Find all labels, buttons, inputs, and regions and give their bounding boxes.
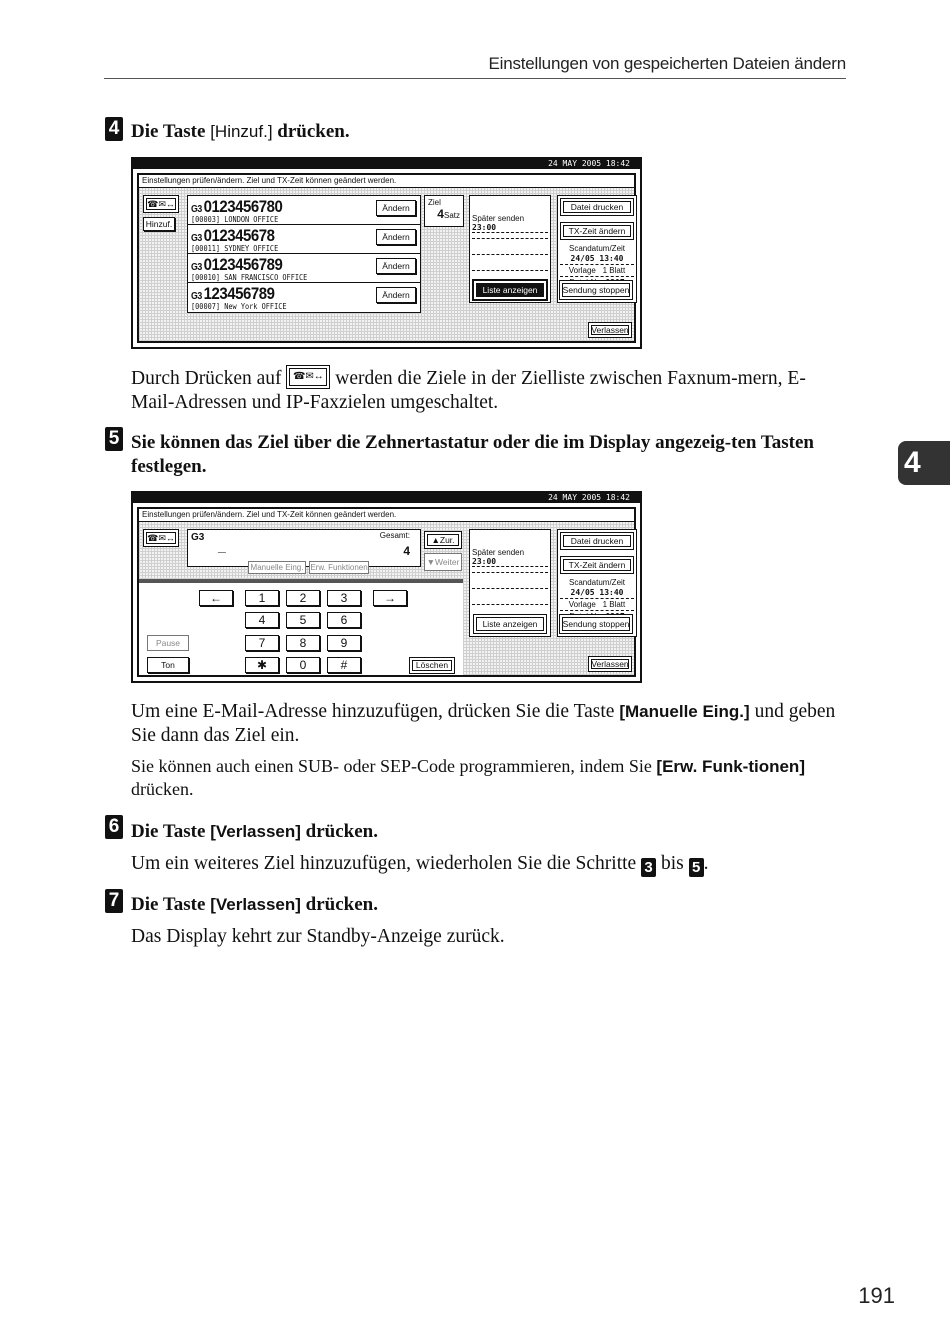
step-6-marker: 6 — [105, 815, 123, 839]
key-2[interactable]: 2 — [286, 590, 320, 606]
key-6[interactable]: 6 — [327, 612, 361, 628]
print-file-button[interactable]: Datei drucken — [560, 532, 634, 550]
destination-name: [00003] LONDON OFFICE — [191, 215, 279, 224]
mode-toggle-button[interactable]: ☎✉↔ — [143, 529, 179, 547]
exit-key-ref: [Verlassen] — [210, 895, 301, 914]
chapter-tab: 4 — [898, 441, 950, 485]
destination-name: [00011] SYDNEY OFFICE — [191, 244, 279, 253]
show-list-button[interactable]: Liste anzeigen — [473, 614, 547, 634]
screen-1-message: Einstellungen prüfen/ändern. Ziel und TX-Zeit können geändert werden. — [139, 175, 634, 188]
g3-fax-icon: G3 — [191, 291, 202, 302]
key-star[interactable]: ✱ — [245, 657, 279, 673]
dashed-separator — [472, 572, 548, 573]
exit-key-ref: [Verlassen] — [210, 822, 301, 841]
key-0[interactable]: 0 — [286, 657, 320, 673]
step-7-marker: 7 — [105, 889, 123, 913]
mode-toggle-button[interactable]: ☎✉↔ — [143, 195, 179, 213]
step-4-note: Durch Drücken auf ☎✉↔ werden die Ziele in der Zielliste zwischen Faxnum-mern, E-Mail-Adressen und IP-Faxzielen umgeschaltet. — [131, 365, 847, 415]
fax-display-screen-1 — [131, 157, 642, 349]
screen-1-datetime: 24 MAY 2005 18:42 — [133, 159, 640, 169]
step-6-note: Um ein weiteres Ziel hinzuzufügen, wiederholen Sie die Schritte 3 bis 5 . — [131, 853, 709, 876]
g3-fax-icon: G3 — [191, 262, 202, 273]
pause-button[interactable]: Pause — [147, 635, 189, 651]
g3-fax-icon: G3 — [191, 532, 205, 543]
destination-number: G3 0123456780 — [191, 197, 283, 216]
screen-1-panel — [137, 173, 636, 343]
later-send-line: Später senden 23:00 — [472, 548, 548, 567]
key-7[interactable]: 7 — [245, 635, 279, 651]
destination-number: G3 123456789 — [191, 284, 275, 303]
step-7-note: Das Display kehrt zur Standby-Anzeige zurück. — [131, 926, 505, 947]
original-line: Vorlage 1 Blatt — [560, 600, 634, 611]
dashed-separator — [472, 270, 548, 271]
screen-2-datetime: 24 MAY 2005 18:42 — [133, 493, 640, 503]
stop-sending-button[interactable]: Sendung stoppen — [559, 280, 633, 300]
later-time: 23:00 — [472, 557, 497, 566]
scan-date-value: 24/05 13:40 — [560, 588, 634, 599]
key-4[interactable]: 4 — [245, 612, 279, 628]
step-4-marker: 4 — [105, 117, 123, 141]
dashed-separator — [472, 254, 548, 255]
step-ref-3: 3 — [641, 858, 656, 877]
running-header: Einstellungen von gespeicherten Dateien ändern — [488, 54, 846, 73]
screen-2-panel — [137, 507, 636, 677]
destination-row — [188, 225, 420, 254]
destination-row — [188, 196, 420, 225]
hinzuf-button[interactable]: Hinzuf. — [143, 217, 175, 231]
edit-destination-button[interactable]: Ändern — [376, 287, 416, 303]
tone-button[interactable]: Ton — [147, 657, 189, 673]
key-1[interactable]: 1 — [245, 590, 279, 606]
header-rule — [104, 78, 846, 79]
extended-functions-button[interactable]: Erw. Funktionen — [309, 561, 369, 574]
mode-toggle-icon: ☎✉↔ — [286, 365, 330, 389]
key-right[interactable]: → — [373, 590, 407, 606]
clear-button[interactable]: Löschen — [409, 657, 455, 674]
total-value: 4 — [403, 544, 410, 558]
keypad-area — [139, 579, 463, 675]
scan-date-value: 24/05 13:40 — [560, 254, 634, 265]
total-label: Gesamt: — [379, 531, 410, 540]
destination-number: G3 012345678 — [191, 226, 275, 245]
stop-sending-button[interactable]: Sendung stoppen — [559, 614, 633, 634]
key-3[interactable]: 3 — [327, 590, 361, 606]
key-5[interactable]: 5 — [286, 612, 320, 628]
screen-2-message: Einstellungen prüfen/ändern. Ziel und TX-Zeit können geändert werden. — [139, 509, 634, 522]
edit-destination-button[interactable]: Ändern — [376, 229, 416, 245]
key-8[interactable]: 8 — [286, 635, 320, 651]
later-time: 23:00 — [472, 223, 497, 232]
step-5-para-2: Sie können auch einen SUB- oder SEP-Code programmieren, indem Sie [Erw. Funk-tionen] drücken. — [131, 756, 805, 799]
change-tx-time-button[interactable]: TX-Zeit ändern — [560, 556, 634, 574]
scan-date-label: Scandatum/Zeit — [568, 244, 626, 253]
step-ref-5: 5 — [689, 858, 704, 877]
input-cursor: _ — [218, 538, 226, 554]
key-hash[interactable]: # — [327, 657, 361, 673]
destination-row — [188, 254, 420, 283]
step-5-title: Sie können das Ziel über die Zehnertastatur oder die im Display angezeig-ten Tasten festlegen. — [131, 432, 814, 477]
fax-display-screen-2 — [131, 491, 642, 683]
step-6-title: Die Taste [Verlassen] drücken. — [131, 821, 378, 842]
edit-destination-button[interactable]: Ändern — [376, 258, 416, 274]
ziel-label: Ziel — [428, 198, 441, 207]
next-button[interactable]: ▼Weiter — [424, 553, 462, 571]
tx-info-column — [469, 529, 551, 637]
later-send-line: Später senden 23:00 — [472, 214, 548, 233]
g3-fax-icon: G3 — [191, 204, 202, 215]
dashed-separator — [472, 604, 548, 605]
tx-info-column — [469, 195, 551, 303]
extended-functions-key-ref: [Erw. Funk-tionen] — [656, 757, 805, 776]
exit-button[interactable]: Verlassen — [588, 656, 632, 672]
destination-name: [00010] SAN FRANCISCO OFFICE — [191, 273, 308, 282]
destination-count-box — [424, 195, 464, 227]
destination-row — [188, 283, 420, 312]
page-number: 191 — [858, 1283, 895, 1308]
previous-button[interactable]: ▲Zur. — [424, 531, 462, 549]
destination-list — [187, 195, 421, 313]
hinzuf-key-ref: [Hinzuf.] — [210, 122, 273, 141]
original-line: Vorlage 1 Blatt — [560, 266, 634, 277]
destination-number: G3 0123456789 — [191, 255, 283, 274]
destination-name: [00007] New York OFFICE — [191, 302, 287, 311]
scan-date-label: Scandatum/Zeit — [568, 578, 626, 587]
key-left[interactable]: ← — [199, 590, 233, 606]
manual-entry-key-ref: [Manuelle Eing.] — [619, 702, 750, 721]
key-9[interactable]: 9 — [327, 635, 361, 651]
step-4-title: Die Taste [Hinzuf.] drücken. — [131, 121, 350, 142]
step-5-para-1: Um eine E-Mail-Adresse hinzuzufügen, drücken Sie die Taste [Manuelle Eing.] und geben Sie dann das Ziel ein. — [131, 701, 836, 746]
dashed-separator — [472, 588, 548, 589]
show-list-button[interactable]: Liste anzeigen — [473, 280, 547, 300]
ziel-count: 4 — [437, 207, 444, 221]
ziel-unit: Satz — [443, 211, 460, 220]
print-file-button[interactable]: Datei drucken — [560, 198, 634, 216]
step-7-title: Die Taste [Verlassen] drücken. — [131, 894, 378, 915]
edit-destination-button[interactable]: Ändern — [376, 200, 416, 216]
manual-entry-button[interactable]: Manuelle Eing. — [248, 561, 306, 574]
g3-fax-icon: G3 — [191, 233, 202, 244]
step-5-marker: 5 — [105, 427, 123, 451]
change-tx-time-button[interactable]: TX-Zeit ändern — [560, 222, 634, 240]
exit-button[interactable]: Verlassen — [588, 322, 632, 338]
dashed-separator — [472, 238, 548, 239]
